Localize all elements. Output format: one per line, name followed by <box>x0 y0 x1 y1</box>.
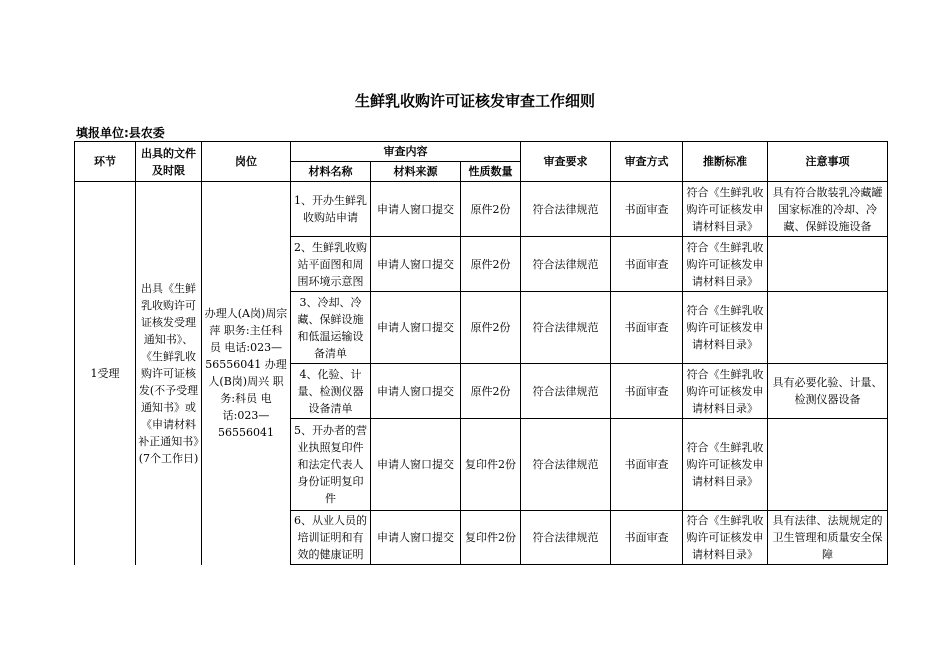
standard: 符合《生鲜乳收购许可证核发申请材料目录》 <box>683 364 768 419</box>
nature-qty: 复印件2份 <box>461 419 521 511</box>
method: 书面审查 <box>611 237 683 292</box>
method: 书面审查 <box>611 182 683 237</box>
material-source: 申请人窗口提交 <box>371 364 461 419</box>
nature-qty: 原件2份 <box>461 237 521 292</box>
material-source: 申请人窗口提交 <box>371 292 461 364</box>
note <box>768 237 888 292</box>
header-doc-time: 出具的文件及时限 <box>136 142 202 182</box>
header-review-content: 审查内容 <box>291 142 521 162</box>
method: 书面审查 <box>611 364 683 419</box>
header-link: 环节 <box>75 142 136 182</box>
document-cell: 出具《生鲜乳收购许可证核发受理通知书》、《生鲜乳收购许可证核发(不予受理通知书》或《申请材料补正通知书》(7个工作日) <box>136 182 202 565</box>
page-title: 生鲜乳收购许可证核发审查工作细则 <box>354 92 595 110</box>
table-row <box>75 182 888 237</box>
material-name: 6、从业人员的培训证明和有效的健康证明 <box>291 511 371 565</box>
material-name: 3、冷却、冷藏、保鲜设施和低温运输设备清单 <box>291 292 371 364</box>
header-notes: 注意事项 <box>768 142 888 182</box>
note: 具有法律、法规规定的卫生管理和质量安全保障 <box>768 511 888 565</box>
nature-qty: 原件2份 <box>461 182 521 237</box>
method: 书面审查 <box>611 419 683 511</box>
header-material-source: 材料来源 <box>371 162 461 182</box>
standard: 符合《生鲜乳收购许可证核发申请材料目录》 <box>683 292 768 364</box>
method: 书面审查 <box>611 511 683 565</box>
stage-cell: 1受理 <box>75 182 136 565</box>
note: 具有必要化验、计量、检测仪器设备 <box>768 364 888 419</box>
standard: 符合《生鲜乳收购许可证核发申请材料目录》 <box>683 237 768 292</box>
material-name: 5、开办者的营业执照复印件和法定代表人身份证明复印件 <box>291 419 371 511</box>
method: 书面审查 <box>611 292 683 364</box>
nature-qty: 原件2份 <box>461 364 521 419</box>
material-name: 4、化验、计量、检测仪器设备清单 <box>291 364 371 419</box>
nature-qty: 原件2份 <box>461 292 521 364</box>
header-standard: 推断标准 <box>683 142 768 182</box>
review-table <box>74 141 888 565</box>
note <box>768 419 888 511</box>
material-name: 1、开办生鲜乳收购站申请 <box>291 182 371 237</box>
header-nature-qty: 性质数量 <box>461 162 521 182</box>
requirement: 符合法律规范 <box>521 292 611 364</box>
standard: 符合《生鲜乳收购许可证核发申请材料目录》 <box>683 182 768 237</box>
header-requirement: 审查要求 <box>521 142 611 182</box>
header-post: 岗位 <box>202 142 291 182</box>
material-source: 申请人窗口提交 <box>371 182 461 237</box>
nature-qty: 复印件2份 <box>461 511 521 565</box>
header-material-name: 材料名称 <box>291 162 371 182</box>
requirement: 符合法律规范 <box>521 182 611 237</box>
standard: 符合《生鲜乳收购许可证核发申请材料目录》 <box>683 511 768 565</box>
requirement: 符合法律规范 <box>521 419 611 511</box>
header-method: 审查方式 <box>611 142 683 182</box>
note <box>768 292 888 364</box>
requirement: 符合法律规范 <box>521 237 611 292</box>
post-cell: 办理人(A岗)周宗萍 职务:主任科员 电话:023—56556041 办理人(B岗)周兴 职务:科员 电话:023—56556041 <box>202 182 291 565</box>
filling-unit-label: 填报单位:县农委 <box>76 126 165 140</box>
material-name: 2、生鲜乳收购站平面图和周围环境示意图 <box>291 237 371 292</box>
note: 具有符合散装乳冷藏罐国家标准的冷却、冷藏、保鲜设施设备 <box>768 182 888 237</box>
material-source: 申请人窗口提交 <box>371 237 461 292</box>
requirement: 符合法律规范 <box>521 511 611 565</box>
material-source: 申请人窗口提交 <box>371 511 461 565</box>
material-source: 申请人窗口提交 <box>371 419 461 511</box>
requirement: 符合法律规范 <box>521 364 611 419</box>
standard: 符合《生鲜乳收购许可证核发申请材料目录》 <box>683 419 768 511</box>
